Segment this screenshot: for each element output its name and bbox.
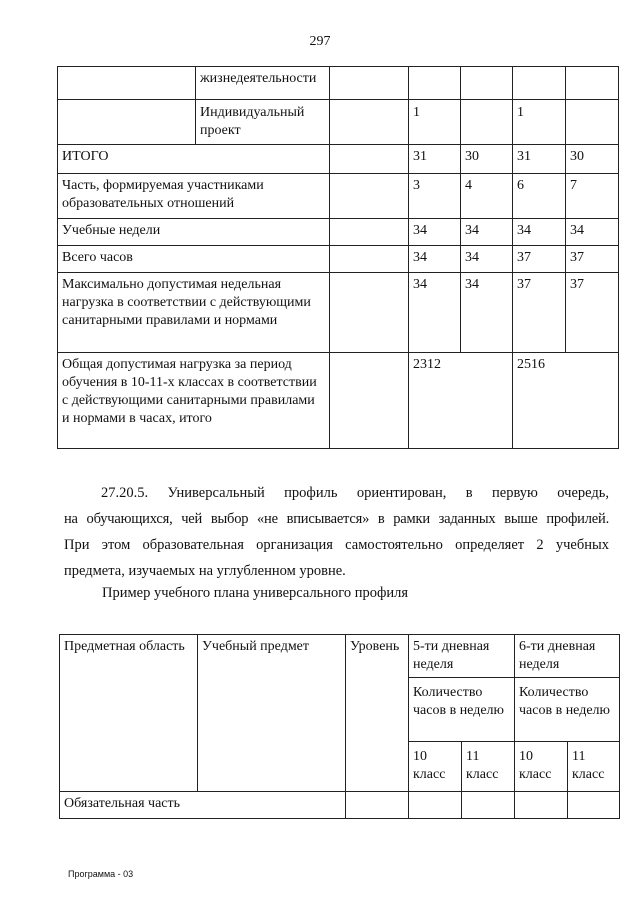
table-row: ИТОГО 31 30 31 30 — [58, 145, 619, 174]
grade-10-5day: 10 класс — [409, 742, 462, 792]
grade-10-6day: 10 класс — [515, 742, 568, 792]
table-caption: Пример учебного плана универсального профиля — [102, 585, 409, 601]
universal-profile-paragraph: 27.20.5. Универсальный профиль ориентирован, в первую очередь, на обучающихся, чей выбор «не вписывается» в рамки заданных выше профилей. При этом образовательная организация самостоятельно определяет 2 учебных предмета, изучаемых на углубленном уровне. — [64, 485, 609, 579]
header-row — [60, 635, 620, 678]
mandatory-part-label: Обязательная часть — [60, 792, 346, 819]
header-hours-5: Количество часов в неделю — [409, 678, 515, 742]
table-row: Учебные недели 34 34 34 34 — [58, 219, 619, 246]
row-label: Максимально допустимая недельная нагрузка в соответствии с действующими санитарными правилами и нормами — [58, 273, 330, 353]
table-row: Индивидуальный проект 1 1 — [58, 100, 619, 145]
header-subject-area: Предметная область — [60, 635, 198, 792]
grade-11-5day: 11 класс — [462, 742, 515, 792]
subject-cell: жизнедеятельности — [196, 67, 330, 100]
table-row — [60, 792, 620, 819]
footer-program-label: Программа - 03 — [68, 869, 134, 879]
header-five-day: 5-ти дневная неделя — [409, 635, 515, 678]
header-subject: Учебный предмет — [198, 635, 346, 792]
table-row — [58, 67, 619, 100]
grade-11-6day: 11 класс — [568, 742, 620, 792]
curriculum-table-continued — [57, 66, 619, 449]
row-label: ИТОГО — [58, 145, 330, 174]
row-label: Часть, формируемая участниками образовательных отношений — [58, 174, 330, 219]
row-label: Всего часов — [58, 246, 330, 273]
header-hours-6: Количество часов в неделю — [515, 678, 620, 742]
page-number: 297 — [309, 34, 331, 49]
table-row: Всего часов 34 34 37 37 — [58, 246, 619, 273]
header-level: Уровень — [346, 635, 409, 792]
table-row: Максимально допустимая недельная нагрузка в соответствии с действующими санитарными правилами и нормами 34 34 37 37 — [58, 273, 619, 353]
table-row: Общая допустимая нагрузка за период обучения в 10-11-х классах в соответствии с действующими санитарными правилами и нормами в часах, итого 2312 2516 — [58, 353, 619, 449]
row-label: Учебные недели — [58, 219, 330, 246]
table-row: Часть, формируемая участниками образовательных отношений 3 4 6 7 — [58, 174, 619, 219]
row-label: Общая допустимая нагрузка за период обучения в 10-11-х классах в соответствии с действующими санитарными правилами и нормами в часах, итого — [58, 353, 330, 449]
header-six-day: 6-ти дневная неделя — [515, 635, 620, 678]
universal-profile-table — [59, 634, 620, 819]
subject-cell: Индивидуальный проект — [196, 100, 330, 145]
